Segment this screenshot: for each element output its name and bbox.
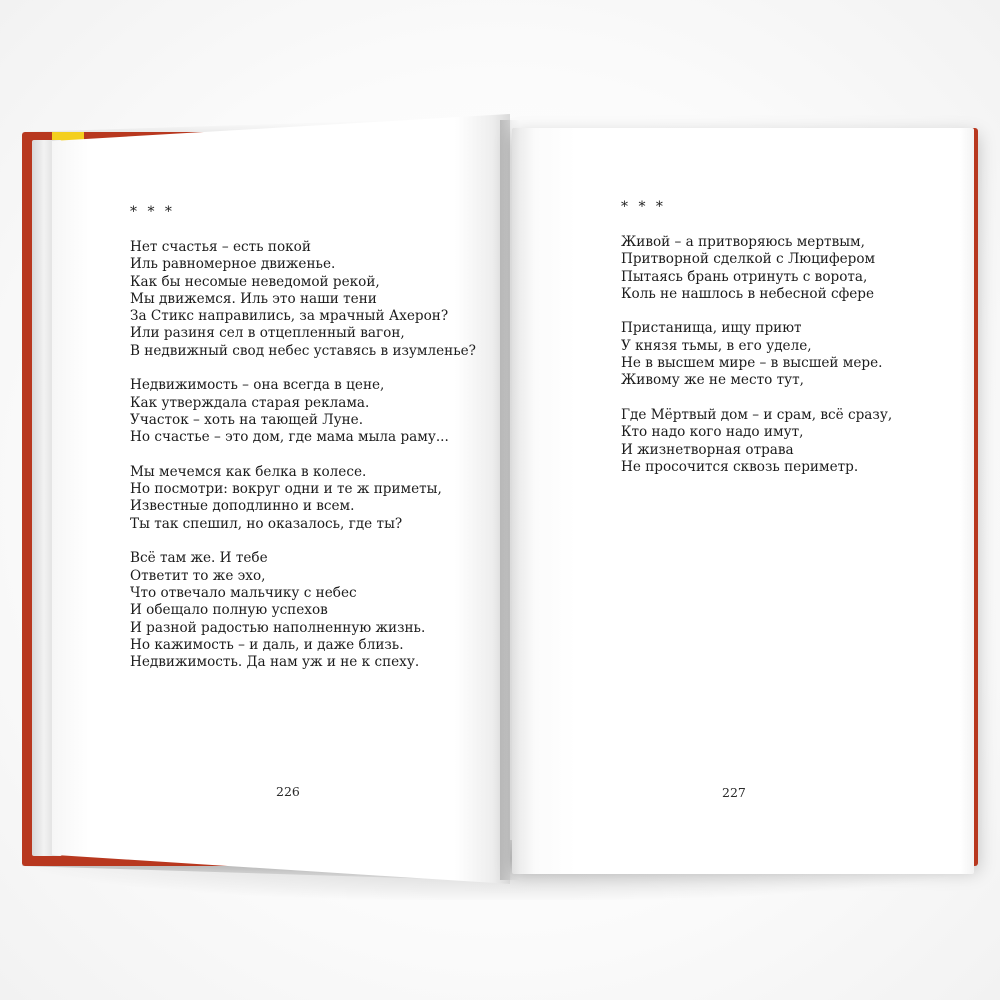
poem-stanza: [621, 320, 892, 389]
right-page-poem: [621, 199, 892, 493]
poem-line: У князя тьмы, в его уделе,: [621, 337, 812, 354]
poem-line: Живому же не место тут,: [621, 372, 804, 389]
poem-line: Но кажимость – и даль, и даже близь.: [130, 636, 404, 653]
poem-line: Не просочится сквозь периметр.: [621, 458, 859, 475]
poem-line: Ответит то же эхо,: [130, 567, 266, 584]
poem-line: И разной радостью наполненную жизнь.: [130, 619, 426, 636]
poem-line: Недвижимость. Да нам уж и не к спеху.: [130, 654, 420, 671]
poem-line: Как утверждала старая реклама.: [130, 394, 370, 411]
poem-line: Не в высшем мире – в высшей мере.: [621, 355, 883, 372]
poem-line: Что отвечало мальчику с небес: [130, 584, 357, 601]
section-divider-stars: * * *: [130, 204, 175, 220]
poem-line: Недвижимость – она всегда в цене,: [130, 377, 385, 394]
poem-stanza: [621, 407, 892, 476]
poem-line: Или разиня сел в отцепленный вагон,: [130, 325, 405, 342]
poem-line: Живой – а притворяюсь мертвым,: [621, 234, 865, 250]
poem-line: Притворной сделкой с Люцифером: [621, 251, 876, 268]
poem-line: Как бы несомые неведомой рекой,: [130, 273, 380, 290]
poem-line: Иль равномерное движенье.: [130, 256, 336, 273]
poem-line: Нет счастья – есть покой: [130, 239, 311, 255]
left-page-poem: [130, 204, 476, 689]
poem-line: Всё там же. И тебе: [130, 550, 268, 567]
poem-line: Участок – хоть на тающей Луне.: [130, 411, 364, 428]
poem-stanza: [621, 234, 892, 303]
page-number-right: 227: [722, 785, 746, 800]
poem-stanza: [130, 550, 476, 671]
poem-line: Мы мечемся как белка в колесе.: [130, 463, 367, 480]
poem-line: Где Мёртвый дом – и срам, всё сразу,: [621, 406, 893, 423]
poem-line: И обещало полную успехов: [130, 602, 328, 619]
left-stanza-list: [130, 239, 476, 671]
poem-line: Но посмотри: вокруг одни и те ж приметы,: [130, 481, 442, 498]
poem-stanza: [130, 239, 476, 360]
poem-line: Ты так спешил, но оказалось, где ты?: [130, 515, 403, 532]
poem-line: Коль не нашлось в небесной сфере: [621, 285, 875, 302]
poem-line: Кто надо кого надо имут,: [621, 424, 804, 441]
poem-line: В недвижный свод небес уставясь в изумленье?: [130, 342, 476, 359]
poem-line: Пристанища, ищу приют: [621, 320, 802, 337]
book-spine-gutter: [500, 120, 520, 880]
poem-line: Но счастье – это дом, где мама мыла раму...: [130, 429, 449, 446]
page-number-left: 226: [276, 784, 300, 799]
section-divider-stars: * * *: [621, 199, 666, 215]
right-stanza-list: [621, 234, 892, 476]
poem-line: Известные доподлинно и всем.: [130, 498, 355, 515]
poem-line: За Стикс направились, за мрачный Ахерон?: [130, 308, 449, 325]
poem-line: И жизнетворная отрава: [621, 441, 794, 458]
poem-line: Пытаясь брань отринуть с ворота,: [621, 268, 868, 285]
poem-line: Мы движемся. Иль это наши тени: [130, 290, 377, 307]
poem-stanza: [130, 464, 476, 533]
poem-stanza: [130, 377, 476, 446]
